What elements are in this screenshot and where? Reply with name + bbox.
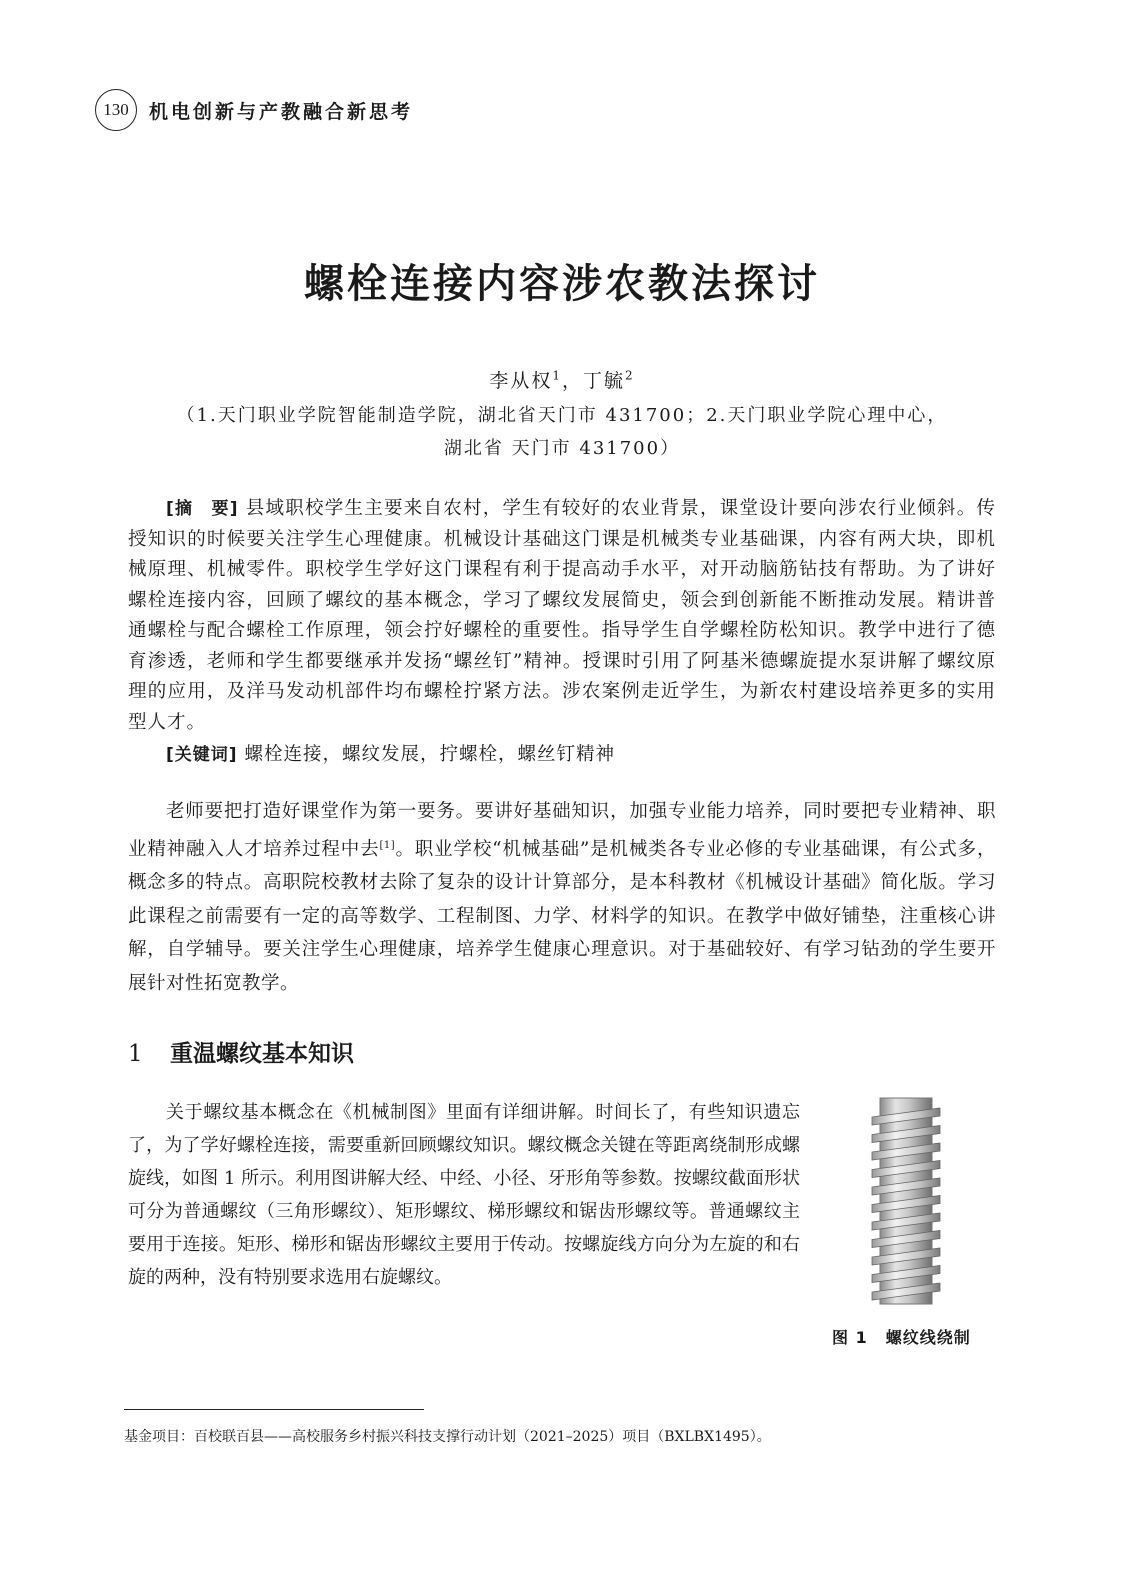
- intro-text: 老师要把打造好课堂作为第一要务。要讲好基础知识，加强专业能力培养，同时要把专业精神、职业精神融入人才培养过程中去: [128, 801, 996, 860]
- intro-text-continued: 。职业学校“机械基础”是机械类各专业必修的专业基础课，有公式多，概念多的特点。高职院校教材去除了复杂的设计计算部分，是本科教材《机械设计基础》简化版。学习此课程之前需要有一定的高等数学、工程制图、力学、材料学的知识。在教学中做好铺垫，注重核心讲解，自学辅导。要关注学生心理健康，培养学生健康心理意识。对于基础较好、有学习钻劲的学生要开展针对性拓宽教学。: [128, 838, 996, 994]
- footnote: 基金项目：百校联百县——高校服务乡村振兴科技支撑行动计划（2021–2025）项目（BXLBX1495）。: [124, 1429, 771, 1445]
- abstract-text: 县域职校学生主要来自农村，学生有较好的农业背景，课堂设计要向涉农行业倾斜。传授知识的时候要关注学生心理健康。机械设计基础这门课是机械类专业基础课，内容有两大块，即机械原理、机械零件。职校学生学好这门课程有利于提高动手水平，对开动脑筋钻技有帮助。为了讲好螺栓连接内容，回顾了螺纹的基本概念，学习了螺纹发展简史，领会到创新能不断推动发展。精讲普通螺栓与配合螺栓工作原理，领会拧好螺栓的重要性。指导学生自学螺栓防松知识。教学中进行了德育渗透，老师和学生都要继承并发扬“螺丝钉”精神。授课时引用了阿基米德螺旋提水泵讲解了螺纹原理的应用，及洋马发动机部件均布螺栓拧紧方法。涉农案例走近学生，为新农村建设培养更多的实用型人才。: [128, 498, 996, 733]
- figure-label: 图 1: [832, 1328, 868, 1347]
- page-number: 130: [95, 89, 137, 131]
- author-affil-mark: 1: [552, 368, 562, 383]
- intro-paragraph: [128, 795, 996, 1000]
- thread-figure: [866, 1094, 946, 1308]
- abstract-body: [128, 494, 996, 738]
- figure-caption-text: 螺纹线绕制: [885, 1328, 971, 1347]
- author-affil-mark: 2: [625, 368, 635, 383]
- keywords-label: [关键词]: [166, 745, 238, 765]
- running-title: 机电创新与产教融合新思考: [149, 100, 414, 123]
- section-number: 1: [128, 1041, 143, 1067]
- author-name: 李从权: [489, 370, 553, 392]
- author-separator: ，: [561, 370, 583, 392]
- section-title: 重温螺纹基本知识: [170, 1040, 354, 1067]
- footnote-divider: [124, 1409, 424, 1410]
- paper-title: 螺栓连接内容涉农教法探讨: [304, 261, 820, 307]
- authors: [0, 366, 1124, 393]
- affiliation-line: 湖北省 天门市 431700）: [443, 438, 681, 459]
- keywords-text: 螺栓连接，螺纹发展，拧螺栓，螺丝钉精神: [244, 744, 615, 765]
- abstract-label: [摘 要]: [166, 499, 239, 519]
- citation-ref: [1]: [379, 839, 396, 851]
- author-name: 丁毓: [583, 370, 626, 392]
- section-paragraph: 关于螺纹基本概念在《机械制图》里面有详细讲解。时间长了，有些知识遗忘了，为了学好螺栓连接，需要重新回顾螺纹知识。螺纹概念关键在等距离绕制形成螺旋线，如图 1 所示。利用图讲解大经、中经、小径、牙形角等参数。按螺纹截面形状可分为普通螺纹（三角形螺纹）、矩形螺纹、梯形螺纹和锯齿形螺纹等。普通螺纹主要用于连接。矩形、梯形和锯齿形螺纹主要用于传动。按螺旋线方向分为左旋的和右旋的两种，没有特别要求选用右旋螺纹。: [128, 1102, 800, 1288]
- abstract: [128, 494, 996, 771]
- figure-caption: [832, 1325, 971, 1348]
- affiliation-line: （1.天门职业学院智能制造学院，湖北省天门市 431700；2.天门职业学院心理中心，: [176, 405, 948, 426]
- keywords: [128, 740, 996, 771]
- running-header: [95, 88, 413, 132]
- section-heading: [128, 1035, 354, 1068]
